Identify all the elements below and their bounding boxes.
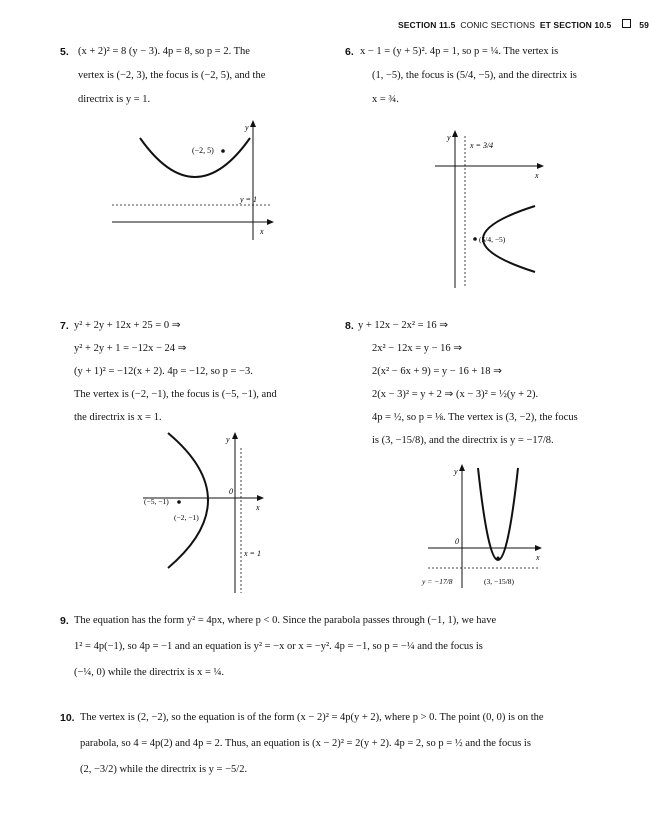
parabola-curve (478, 468, 518, 560)
x-axis-arrow (535, 545, 542, 551)
problem-5-line-2: vertex is (−2, 3), the focus is (−2, 5), and the (78, 70, 266, 81)
y-axis-label: y (447, 133, 451, 142)
problem-9-line-3: (−¼, 0) while the directrix is x = ¼. (74, 667, 225, 678)
y-axis-label: y (245, 123, 249, 132)
directrix-label: y = 1 (240, 195, 257, 204)
focus-label: (−5, −1) (144, 497, 169, 506)
problem-9-line-1: The equation has the form y² = 4px, where p < 0. Since the parabola passes through (−1, 1), we have (74, 615, 497, 626)
y-axis-arrow (250, 120, 256, 127)
x-axis-label: x (256, 503, 260, 512)
focus-label: (5/4, −5) (479, 235, 506, 244)
square-icon (622, 19, 631, 28)
problem-6-graph (425, 126, 560, 291)
section-number: SECTION 11.5 (398, 20, 456, 30)
focus-point (177, 500, 181, 504)
x-axis-arrow (257, 495, 264, 501)
problem-8-line-6: is (3, −15/8), and the directrix is y = −17/8. (372, 435, 554, 446)
problem-10-line-2: parabola, so 4 = 4p(2) and 4p = 2. Thus, an equation is (x − 2)² = 2(y + 2). 4p = 2, so p = ½ and the focus is (80, 738, 531, 749)
problem-8-line-4: 2(x − 3)² = y + 2 ⇒ (x − 3)² = ½(y + 2). (372, 389, 539, 400)
problem-5-graph (100, 118, 300, 243)
origin-label: 0 (455, 537, 459, 546)
problem-8-line-5: 4p = ½, so p = ⅛. The vertex is (3, −2), the focus (372, 412, 578, 423)
x-axis-label: x (536, 553, 540, 562)
x-axis-label: x (535, 171, 539, 180)
page-header (398, 19, 649, 30)
problem-8-graph (420, 460, 555, 590)
problem-6-line-3: x = ¾. (372, 94, 399, 105)
problem-6-line-1: x − 1 = (y + 5)². 4p = 1, so p = ¼. The vertex is (360, 46, 559, 57)
problem-8-line-1: y + 12x − 2x² = 16 ⇒ (358, 320, 449, 331)
y-axis-arrow (232, 432, 238, 439)
focus-label: (3, −15/8) (484, 577, 515, 586)
problem-7-number: 7. (60, 320, 69, 332)
problem-7-line-5: the directrix is x = 1. (74, 412, 162, 423)
focus-point (221, 149, 225, 153)
x-axis-label: x (260, 227, 264, 236)
problem-6-number: 6. (345, 46, 354, 58)
focus-point (497, 557, 500, 560)
problem-8-number: 8. (345, 320, 354, 332)
parabola-curve (140, 138, 250, 177)
problem-9-number: 9. (60, 615, 69, 627)
y-axis-arrow (452, 130, 458, 137)
y-axis-label: y (226, 435, 230, 444)
section-title: CONIC SECTIONS (460, 20, 535, 30)
vertex-label: (−2, −1) (174, 513, 199, 522)
directrix-label: x = 3/4 (470, 141, 494, 150)
problem-10-line-1: The vertex is (2, −2), so the equation is of the form (x − 2)² = 4p(y + 2), where p > 0. The point (0, 0) is on the (80, 712, 544, 723)
y-axis-label: y (454, 467, 458, 476)
problem-5-line-3: directrix is y = 1. (78, 94, 151, 105)
x-axis-arrow (267, 219, 274, 225)
directrix-label: y = −17/8 (422, 577, 453, 586)
y-axis-arrow (459, 464, 465, 471)
problem-7-graph (138, 428, 278, 598)
et-section: ET SECTION 10.5 (539, 20, 612, 30)
problem-10-number: 10. (60, 712, 75, 724)
problem-7-line-2: y² + 2y + 1 = −12x − 24 ⇒ (74, 343, 187, 354)
parabola-curve (168, 433, 208, 568)
focus-label: (−2, 5) (192, 146, 214, 155)
problem-6-line-2: (1, −5), the focus is (5/4, −5), and the directrix is (372, 70, 577, 81)
problem-8-line-3: 2(x² − 6x + 9) = y − 16 + 18 ⇒ (372, 366, 502, 377)
origin-label: 0 (229, 487, 233, 496)
problem-7-line-3: (y + 1)² = −12(x + 2). 4p = −12, so p = −3. (74, 366, 253, 377)
page-number: 59 (639, 20, 649, 30)
problem-7-line-4: The vertex is (−2, −1), the focus is (−5, −1), and (74, 389, 277, 400)
x-axis-arrow (537, 163, 544, 169)
problem-9-line-2: 1² = 4p(−1), so 4p = −1 and an equation is y² = −x or x = −y². 4p = −1, so p = −¼ and the focus is (74, 641, 483, 652)
problem-10-line-3: (2, −3/2) while the directrix is y = −5/2. (80, 764, 248, 775)
problem-5-line-1: (x + 2)² = 8 (y − 3). 4p = 8, so p = 2. The (78, 46, 250, 57)
problem-7-line-1: y² + 2y + 12x + 25 = 0 ⇒ (74, 320, 181, 331)
vertex-point (207, 499, 209, 501)
directrix-label: x = 1 (244, 549, 261, 558)
problem-8-line-2: 2x² − 12x = y − 16 ⇒ (372, 343, 463, 354)
focus-point (473, 237, 477, 241)
problem-5-number: 5. (60, 46, 69, 58)
